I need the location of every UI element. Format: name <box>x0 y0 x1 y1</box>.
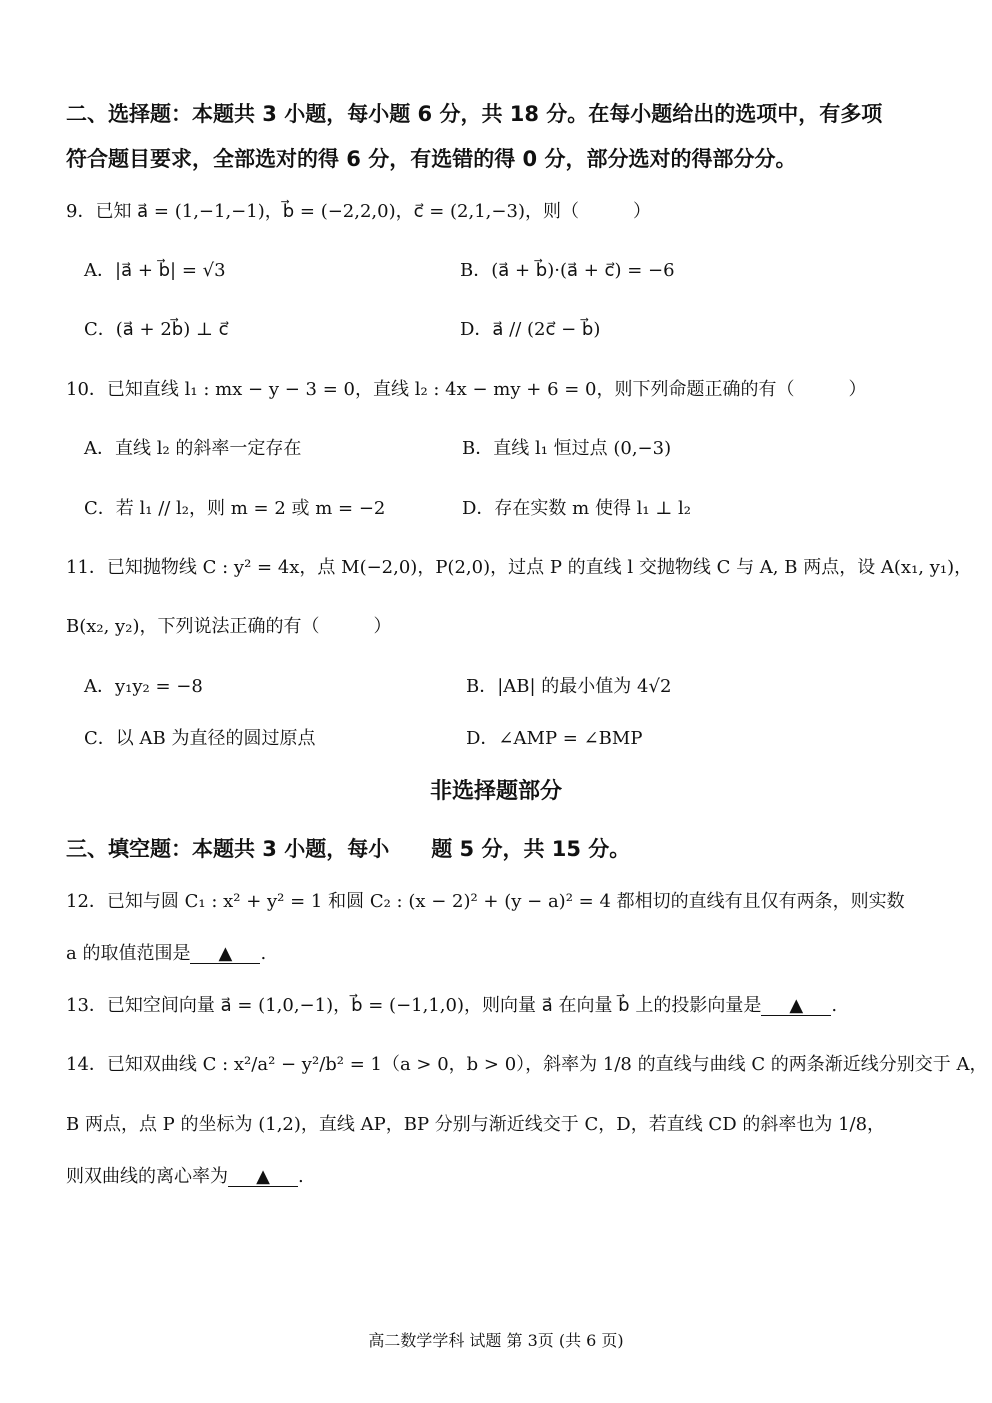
q12-answer-blank: ▲ <box>190 945 260 964</box>
q14-line1: 14．已知双曲线 C : x²/a² − y²/b² = 1（a > 0，b > 0），斜率为 1/8 的直线与曲线 C 的两条渐近线分别交于 A， <box>66 1054 988 1075</box>
q11-option-d: D．∠AMP = ∠BMP <box>466 728 643 749</box>
q10-option-b: B．直线 l₁ 恒过点 (0,−3) <box>462 438 672 459</box>
q9-stem: 9．已知 a⃗ = (1,−1,−1)，b⃗ = (−2,2,0)，c⃗ = (2,1,−3)，则（ ） <box>66 201 651 222</box>
q10-option-a: A．直线 l₂ 的斜率一定存在 <box>84 438 302 459</box>
page-footer: 高二数学学科 试题 第 3页 (共 6 页) <box>368 1331 624 1350</box>
q11-stem-line1: 11．已知抛物线 C : y² = 4x，点 M(−2,0)，P(2,0)，过点 P 的直线 l 交抛物线 C 与 A, B 两点，设 A(x₁, y₁)， <box>66 557 973 578</box>
q14-line3 <box>66 1162 304 1188</box>
q10-stem: 10．已知直线 l₁ : mx − y − 3 = 0，直线 l₂ : 4x − my + 6 = 0，则下列命题正确的有（ ） <box>66 379 867 400</box>
q11-option-c: C．以 AB 为直径的圆过原点 <box>84 728 316 749</box>
q14-line2: B 两点，点 P 的坐标为 (1,2)，直线 AP，BP 分别与渐近线交于 C，D，若直线 CD 的斜率也为 1/8， <box>66 1114 886 1135</box>
q13-answer-blank: ▲ <box>761 997 831 1016</box>
q9-option-a: A．|a⃗ + b⃗| = √3 <box>84 260 226 281</box>
q12-line2-text: a 的取值范围是 <box>66 943 191 964</box>
q11-option-a: A．y₁y₂ = −8 <box>84 676 203 697</box>
section3-heading: 三、填空题：本题共 3 小题，每小 题 5 分，共 15 分。 <box>66 837 631 861</box>
q14-line3-end: . <box>298 1166 304 1187</box>
q14-line3-text: 则双曲线的离心率为 <box>66 1166 228 1187</box>
q13-end: . <box>831 995 838 1016</box>
q9-option-b: B．(a⃗ + b⃗)·(a⃗ + c⃗) = −6 <box>460 260 675 281</box>
q13-line <box>66 991 837 1017</box>
q12-line1: 12．已知与圆 C₁ : x² + y² = 1 和圆 C₂ : (x − 2)² + (y − a)² = 4 都相切的直线有且仅有两条，则实数 <box>66 891 905 912</box>
q11-option-b: B．|AB| 的最小值为 4√2 <box>466 676 672 697</box>
q10-option-d: D．存在实数 m 使得 l₁ ⊥ l₂ <box>462 498 691 519</box>
q9-option-d: D．a⃗ // (2c⃗ − b⃗) <box>460 319 601 340</box>
q13-text: 13．已知空间向量 a⃗ = (1,0,−1)，b⃗ = (−1,1,0)，则向量 a⃗ 在向量 b⃗ 上的投影向量是 <box>66 995 762 1016</box>
q10-option-c: C．若 l₁ // l₂，则 m = 2 或 m = −2 <box>84 498 386 519</box>
part-heading: 非选择题部分 <box>429 779 562 804</box>
q11-stem-line2: B(x₂, y₂)，下列说法正确的有（ ） <box>66 616 392 637</box>
section2-line1: 二、选择题：本题共 3 小题，每小题 6 分，共 18 分。在每小题给出的选项中，有多项 <box>66 102 883 126</box>
q9-option-c: C．(a⃗ + 2b⃗) ⊥ c⃗ <box>84 319 229 340</box>
section2-line2: 符合题目要求，全部选对的得 6 分，有选错的得 0 分，部分选对的得部分分。 <box>66 147 797 171</box>
q12-line2 <box>66 939 266 965</box>
q14-answer-blank: ▲ <box>228 1168 298 1187</box>
q12-line2-end: . <box>260 943 267 964</box>
